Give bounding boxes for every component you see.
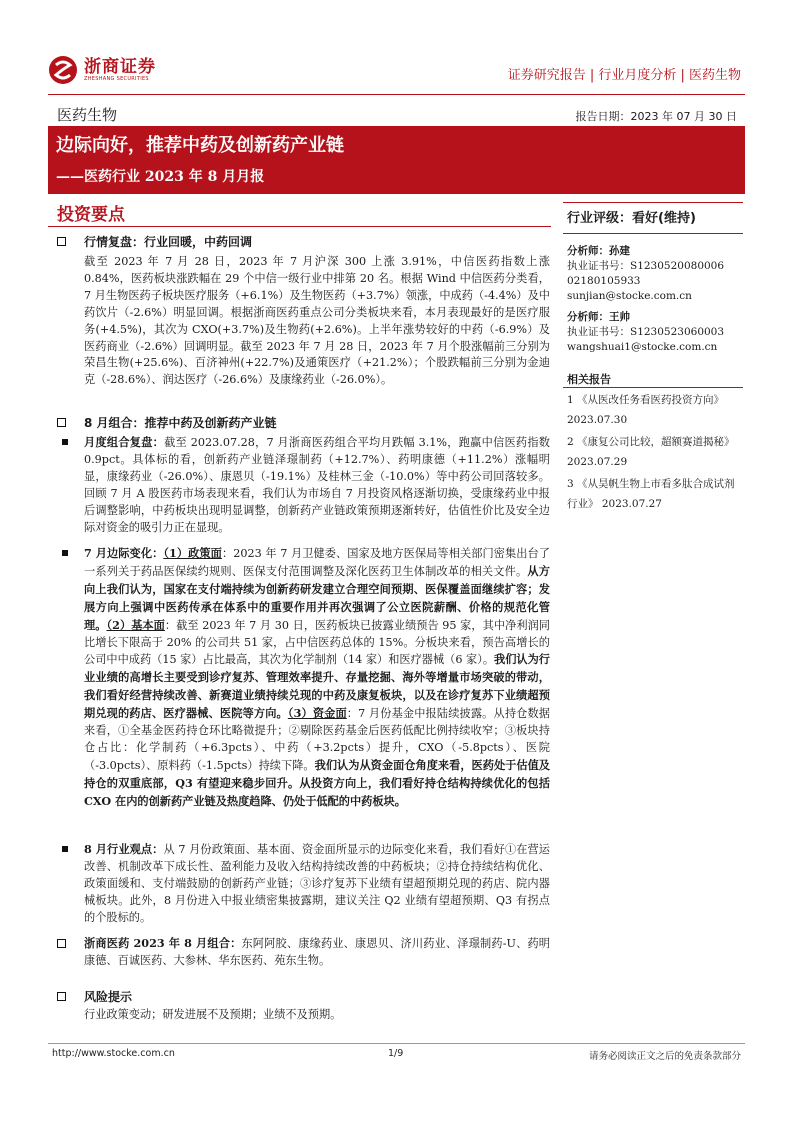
analyst-1 <box>567 244 724 304</box>
analyst-1-cert: 执业证书号：S1230520080006 <box>567 260 725 272</box>
july-changes-lead: 7 月边际变化： <box>84 546 164 560</box>
checkbox-bullet-icon <box>57 418 66 427</box>
bullet-dot-icon <box>62 550 68 556</box>
section-title-risk: 风险提示 <box>84 990 133 1004</box>
zheshang-logo-icon <box>48 55 78 85</box>
checkbox-bullet-icon <box>57 939 66 948</box>
august-view-lead: 8 月行业观点： <box>84 842 164 856</box>
industry-rating: 行业评级：看好(维持) <box>567 211 696 226</box>
august-view-body: 从 7 月份政策面、基本面、资金面所显示的边际变化来看，我们看好①在营运改善、机制改革下成长性、盈利能力及收入结构持续改善的中药板块；②持仓持续结构优化、政策面缓和、支付端鼓励的创新药产业链；③诊疗复苏下业绩有望超预期兑现的药店、院内器械板块。此外，8 月份进入中报业绩密集披露期，建议关注 Q2 业绩有望超预期、Q3 有拐点的个股标的。 <box>84 843 550 924</box>
policy-conclusion: 从方向上我们认为，国家在支付端持续为创新药研发建立合理空间预期、医保覆盖面继续扩容；发展方向上强调中医药传承在体系中的重要作用并再次强调了公立医院薪酬、价格的规范化管理。 <box>84 563 550 632</box>
analyst-2-email[interactable]: wangshuai1@stocke.com.cn <box>567 341 718 353</box>
analyst-1-name: 分析师：孙建 <box>567 245 630 257</box>
title-banner <box>48 126 745 194</box>
section-divider <box>48 226 551 227</box>
checkbox-bullet-icon <box>57 237 66 246</box>
july-changes-text <box>84 545 550 811</box>
analyst-1-phone: 02180105933 <box>567 275 641 287</box>
sector-label: 医药生物 <box>57 106 118 124</box>
report-title: 边际向好，推荐中药及创新药产业链 <box>56 135 344 156</box>
footer-divider <box>48 1043 745 1044</box>
section-title-august-portfolio: 8 月组合：推荐中药及创新药产业链 <box>84 416 277 430</box>
analyst-1-email[interactable]: sunjian@stocke.com.cn <box>567 290 692 302</box>
header-divider <box>48 94 745 95</box>
report-date: 报告日期：2023 年 07 月 30 日 <box>575 110 737 123</box>
related-divider <box>563 387 743 388</box>
bullet-dot-icon <box>62 439 68 445</box>
fundamentals-body: ：截至 2023 年 7 月 30 日，医药板块已披露业绩预告 95 家，其中净利润同比增长下限高于 20% 的公司共 51 家，占中信医药总体的 15%。分板块来看，预告高增长的公司中中成药（15 家）占比最高，其次为化学制剂（14 家）和医疗器械（6 家）。 <box>84 618 550 667</box>
analyst-2-cert: 执业证书号：S1230523060003 <box>567 326 725 338</box>
funds-conclusion: 我们认为从资金面仓角度来看，医药处于估值及持仓的双重底部，Q3 有望迎来稳步回升。从投资方向上，我们看好持仓结构持续优化的包括 CXO 在内的创新药产业链及热度趋降、仍处于低配的中药板块。 <box>84 757 550 808</box>
analyst-2 <box>567 310 724 355</box>
portfolio-list-body: 东阿阿胶、康缘药业、康恩贝、济川药业、泽璟制药-U、药明康德、百诚医药、大参林、华东医药、苑东生物。 <box>84 937 550 967</box>
bullet-dot-icon <box>62 846 68 852</box>
fundamentals-label: （2）基本面 <box>106 617 165 632</box>
related-report-item[interactable]: 3 《从昊帆生物上市看多肽合成试剂行业》 2023.07.27 <box>567 478 735 510</box>
portfolio-review-lead: 月度组合复盘： <box>84 435 165 449</box>
related-report-item[interactable]: 1 《从医改任务看医药投资方向》 2023.07.30 <box>567 394 725 426</box>
footer-disclaimer: 请务必阅读正文之后的免责条款部分 <box>588 1051 741 1062</box>
funds-label: （3）资金面 <box>287 706 347 721</box>
logo-name: 浙商证券 <box>84 57 156 77</box>
related-report-item[interactable]: 2 《康复公司比较，超额赛道揭秘》 2023.07.29 <box>567 436 735 468</box>
checkbox-bullet-icon <box>57 992 66 1001</box>
portfolio-review-body: 截至 2023.07.28，7 月浙商医药组合平均月跌幅 3.1%，跑赢中信医药指数 0.9pct。具体标的看，创新药产业链泽璟制药（+12.7%）、药明康德（+11.2%）涨幅明显，康缘药业（-26.0%）、康恩贝（-19.1%）及桂林三金（-10.0%）等中药公司回落较多。回顾 7 月 A 股医药市场表现来看，我们认为市场自 7 月投资风格逐渐切换，受康缘药业中报后调整影响，中药板块出现明显调整，创新药产业链政策预期逐渐转好，估值性价比及安全边际对资金的吸引力正在显现。 <box>84 436 550 534</box>
related-reports-heading: 相关报告 <box>567 373 611 386</box>
investment-highlights-heading: 投资要点 <box>57 205 125 225</box>
funds-body: ：7 月份基金中报陆续披露。从持仓数据来看，①全基金医药持仓环比略微提升；②剔除医药基金后医药低配比例持续收窄；③板块持仓占比：化学制药（+6.3pcts）、中药（+3.2pcts）提升，CXO（-5.8pcts）、医院（-3.0pcts）、原料药（-1.5pcts）持续下降。 <box>84 707 550 772</box>
page-number: 1/9 <box>388 1048 404 1059</box>
report-subtitle: ——医药行业 2023 年 8 月月报 <box>56 169 265 185</box>
august-view-text <box>84 841 550 927</box>
footer-url[interactable]: http://www.stocke.com.cn <box>52 1048 175 1059</box>
policy-body: ：2023 年 7 月卫健委、国家及地方医保局等相关部门密集出台了一系列关于药品医保续约规则、医保支付范围调整及深化医药卫生体制改革的相关文件。 <box>84 547 550 578</box>
logo-english: ZHESHANG SECURITIES <box>84 76 149 82</box>
market-review-text: 截至 2023 年 7 月 28 日，2023 年 7 月沪深 300 上涨 3.91%，中信医药指数上涨 0.84%，医药板块涨跌幅在 29 个中信一级行业中排第 20 名。根据 Wind 中信医药分类看，7 月生物医药子板块医疗服务（+6.1%）及生物医药（+3.7%）领涨，中成药（-4.4%）及中药饮片（-2.6%）明显回调。根据浙商医药重点公司分类板块来看，本月表现最好的是医疗服务(+4.5%)，其次为 CXO(+3.7%)及生物药(+2.6%)。上半年涨势较好的中药（-6.9%）及医药商业（-2.6%）回调明显。截至 2023 年 7 月 28 日，2023 年 7 月个股涨幅前三分别为荣昌生物(+25.6%)、百济神州(+22.7%)及通策医疗（+21.2%）；个股跌幅前三分别为金迪克（-28.6%）、润达医疗（-26.6%）及康缘药业（-26.0%）。 <box>84 255 550 387</box>
company-logo <box>48 55 156 85</box>
policy-label: （1）政策面 <box>163 546 222 560</box>
report-category: 证券研究报告 | 行业月度分析 | 医药生物 <box>507 68 741 83</box>
fundamentals-conclusion: 我们认为行业业绩的高增长主要受到诊疗复苏、管理效率提升、存量挖掘、海外等增量市场突破的带动，我们看好经营持续改善、新赛道业绩持续兑现的中药及康复板块，以及在诊疗复苏下业绩超预期兑现的药店、医疗器械、医院等方向。 <box>84 652 550 721</box>
portfolio-list-text <box>84 935 550 970</box>
section-title-market-review: 行情复盘：行业回暖，中药回调 <box>84 235 253 249</box>
risk-text: 行业政策变动；研发进展不及预期；业绩不及预期。 <box>84 1008 342 1021</box>
portfolio-review-text <box>84 434 550 536</box>
analyst-2-name: 分析师：王帅 <box>567 311 630 323</box>
portfolio-list-title: 浙商医药 2023 年 8 月组合： <box>84 936 242 950</box>
